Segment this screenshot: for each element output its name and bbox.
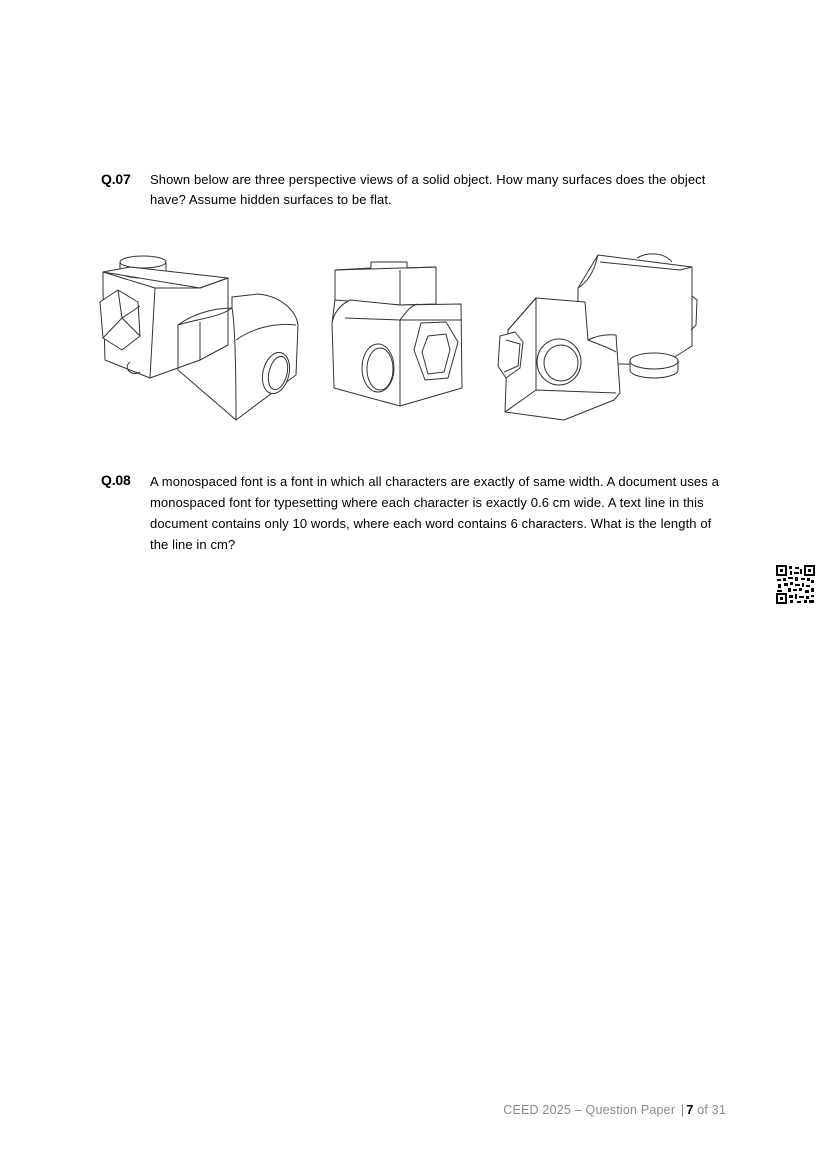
footer-title: CEED 2025 – Question Paper bbox=[503, 1103, 676, 1117]
question-text-q07: Shown below are three perspective views of a solid object. How many surfaces does the object have? Assume hidden surfaces to be flat. bbox=[150, 172, 706, 207]
perspective-view-1 bbox=[100, 256, 298, 420]
page-number-total: of 31 bbox=[697, 1103, 726, 1117]
perspective-view-2 bbox=[332, 262, 462, 406]
question-number-q07: Q.07 bbox=[101, 171, 131, 187]
question-number-q08: Q.08 bbox=[101, 472, 131, 488]
page-footer bbox=[503, 1103, 726, 1117]
perspective-views-figure bbox=[95, 250, 705, 425]
page-number-current: 7 bbox=[686, 1103, 694, 1117]
question-text-q08: A monospaced font is a font in which all characters are exactly of same width. A document uses a monospaced font for typesetting where each character is exactly 0.6 cm wide. A text line in this document contains only 10 words, where each word contains 6 characters. What is the length of the line in cm? bbox=[150, 474, 719, 552]
qr-code bbox=[776, 565, 815, 604]
perspective-view-3 bbox=[498, 254, 697, 420]
footer-separator: | bbox=[680, 1103, 685, 1117]
